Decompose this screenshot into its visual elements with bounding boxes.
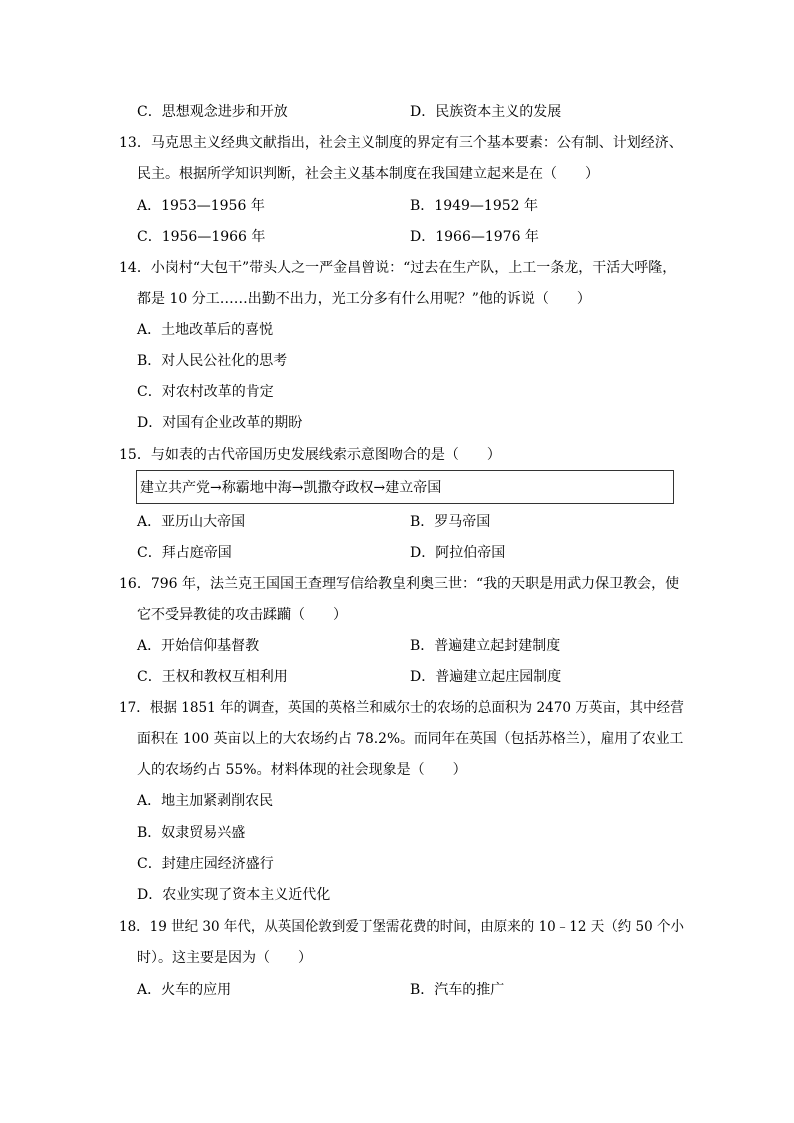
q16-option-b: B．普遍建立起封建制度	[410, 638, 561, 654]
q13-option-a: A．1953—1956 年	[137, 198, 265, 214]
q13-stem-line1: 13．马克思主义经典文献指出，社会主义制度的界定有三个基本要素：公有制、计划经济、	[119, 135, 683, 151]
q12-option-c: C．思想观念进步和开放	[137, 104, 288, 120]
q13-option-c: C．1956—1966 年	[137, 229, 266, 245]
q16-option-c: C．王权和教权互相利用	[137, 669, 288, 685]
q13-option-b: B．1949—1952 年	[410, 198, 538, 214]
q14-option-b: B．对人民公社化的思考	[137, 353, 288, 369]
q15-timeline-box	[136, 470, 674, 504]
q14-option-c: C．对农村改革的肯定	[137, 384, 274, 400]
q12-option-d: D．民族资本主义的发展	[410, 104, 562, 120]
q18-option-a: A．火车的应用	[137, 982, 232, 998]
q14-stem-line1: 14．小岗村“大包干”带头人之一严金昌曾说：“过去在生产队，上工一条龙，干活大呼隆，	[119, 260, 677, 276]
q18-stem-line2: 时）。这主要是因为（ ）	[137, 950, 312, 966]
q16-option-d: D．普遍建立起庄园制度	[410, 669, 562, 685]
q15-option-c: C．拜占庭帝国	[137, 545, 232, 561]
q16-stem-line1: 16．796 年，法兰克王国国王查理写信给教皇利奥三世：“我的天职是用武力保卫教会，使	[119, 576, 680, 592]
q17-option-b: B．奴隶贸易兴盛	[137, 825, 246, 841]
q13-option-d: D．1966—1976 年	[410, 229, 539, 245]
q15-option-d: D．阿拉伯帝国	[410, 545, 506, 561]
q16-stem-line2: 它不受异教徒的攻击蹂躏（ ）	[137, 607, 347, 623]
q15-timeline-text: 建立共产党→称霸地中海→凯撒夺政权→建立帝国	[140, 480, 442, 496]
q15-option-a: A．亚历山大帝国	[137, 514, 246, 530]
q17-option-d: D．农业实现了资本主义近代化	[137, 887, 331, 903]
q18-option-b: B．汽车的推广	[410, 982, 505, 998]
q14-option-d: D．对国有企业改革的期盼	[137, 415, 303, 431]
q18-stem-line1: 18．19 世纪 30 年代，从英国伦敦到爱丁堡需花费的时间，由原来的 10﹣12 天（约 50 个小	[119, 919, 684, 935]
q14-stem-line2: 都是 10 分工……出勤不出力，光工分多有什么用呢？”他的诉说（ ）	[137, 291, 591, 307]
q14-option-a: A．土地改革后的喜悦	[137, 322, 274, 338]
q17-stem-line3: 人的农场约占 55%。材料体现的社会现象是（ ）	[137, 762, 467, 778]
q13-stem-line2: 民主。根据所学知识判断，社会主义基本制度在我国建立起来是在（ ）	[137, 166, 599, 182]
q17-option-a: A．地主加紧剥削农民	[137, 793, 274, 809]
q17-stem-line2: 面积在 100 英亩以上的大农场约占 78.2%。而同年在英国（包括苏格兰），雇用了农业工	[137, 731, 684, 747]
q15-option-b: B．罗马帝国	[410, 514, 491, 530]
q16-option-a: A．开始信仰基督教	[137, 638, 260, 654]
q15-stem-line1: 15．与如表的古代帝国历史发展线索示意图吻合的是（ ）	[119, 447, 501, 463]
q17-stem-line1: 17．根据 1851 年的调查，英国的英格兰和威尔士的农场的总面积为 2470 万英亩，其中经营	[119, 700, 684, 716]
q17-option-c: C．封建庄园经济盛行	[137, 856, 274, 872]
